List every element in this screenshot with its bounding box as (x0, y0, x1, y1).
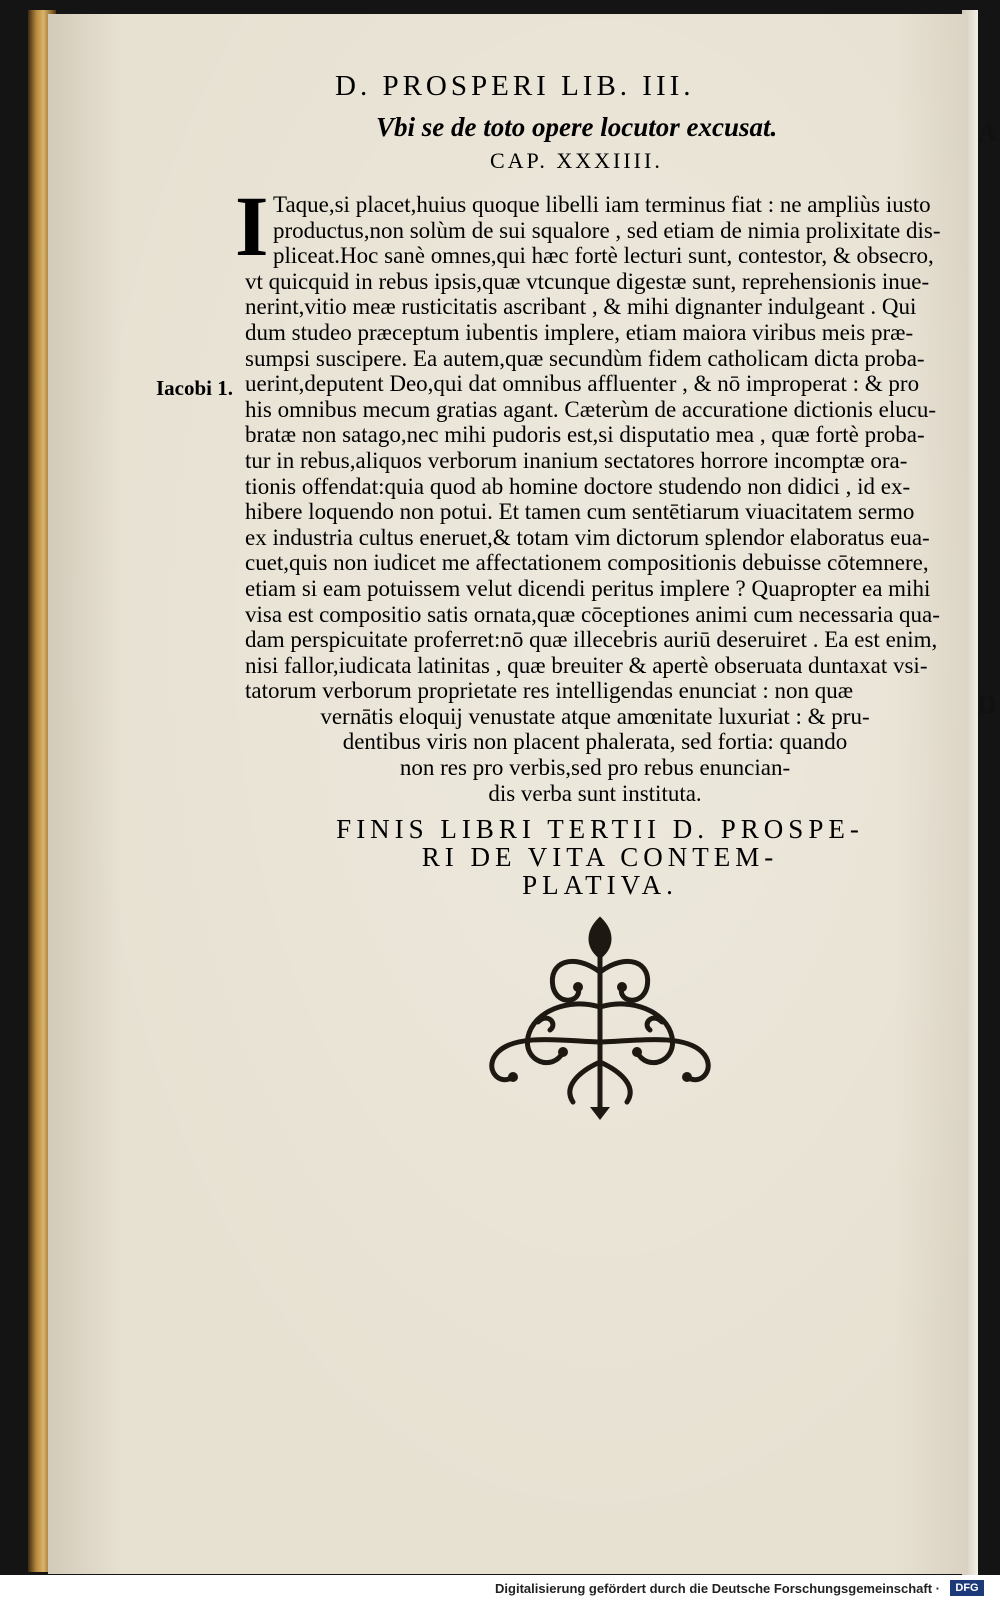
floral-ornament-icon (478, 912, 723, 1122)
body-line: nisi fallor,iudicata latinitas , quæ breuiter & apertè obseruata duntaxat vsi- (245, 652, 928, 678)
body-line: visa est compositio satis ornata,quæ cōceptiones animi cum necessaria qua- (245, 601, 940, 627)
body-line: ex industria cultus eneruet,& totam vim dictorum splendor elaboratus eua- (245, 524, 930, 550)
footer-credit: Digitalisierung gefördert durch die Deutsche Forschungsgemeinschaft · (495, 1581, 940, 1596)
body-line: his omnibus mecum gratias agant. Cæterùm de accuratione dictionis elucu- (245, 396, 937, 422)
body-line: productus,non solùm de sui squalore , sed etiam de nimia prolixitate dis- (273, 217, 941, 243)
colophon-line: FINIS LIBRI TERTII D. PROSPE- (336, 814, 864, 844)
colophon-line: PLATIVA. (522, 870, 678, 900)
chapter-number: CAP. XXXIIII. (490, 148, 663, 173)
body-line: dam perspicuitate proferret:nō quæ illecebris auriū deseruiret . Ea est enim, (245, 627, 938, 653)
margin-note: Iacobi 1. (156, 376, 234, 400)
dfg-logo: DFG (950, 1580, 984, 1596)
body-line: tatorum verborum proprietate res intelligendas enunciat : non quæ (245, 678, 854, 704)
drop-cap: I (235, 178, 269, 274)
running-header: D. PROSPERI LIB. III. (335, 70, 695, 102)
body-line: bratæ non satago,nec mihi pudoris est,si disputatio mea , quæ fortè proba- (245, 422, 925, 448)
body-line: tionis offendat:quia quod ab homine doctore studendo non didici , id ex- (245, 473, 911, 499)
body-line: hibere loquendo non potui. Et tamen cum sentētiarum viuacitatem sermo (245, 499, 915, 525)
chapter-subtitle: Vbi se de toto opere locutor excusat. (376, 112, 778, 142)
next-page-edge-letter-top: A (978, 118, 997, 147)
body-line: sumpsi suscipere. Ea autem,quæ secundùm fidem catholicam dicta proba- (245, 345, 925, 371)
body-line: vt quicquid in rebus ipsis,quæ vtcunque digestæ sunt, reprehensionis inue- (245, 268, 930, 294)
colophon-line: RI DE VITA CONTEM- (421, 842, 779, 872)
body-line: pliceat.Hoc sanè omnes,qui hæc fortè lecturi sunt, contestor, & obsecro, (273, 243, 934, 269)
body-line: dum studeo præceptum iubentis implere, etiam maiora viribus meis præ- (245, 319, 914, 345)
body-line: uerint,deputent Deo,qui dat omnibus affluenter , & nō improperat : & pro (245, 371, 920, 397)
body-line: non res pro verbis,sed pro rebus enuncian- (399, 755, 791, 781)
next-page-edge-letter-bottom: D (978, 690, 997, 719)
body-line: dentibus viris non placent phalerata, sed fortia: quando (342, 729, 848, 755)
body-line: dis verba sunt instituta. (488, 780, 702, 806)
body-line: etiam si eam potuissem velut dicendi peritus implere ? Quapropter ea mihi (245, 575, 931, 601)
body-line: nerint,vitio meæ rusticitatis ascribant , & mihi dignanter indulgeant . Qui (245, 294, 917, 320)
body-line: cuet,quis non iudicet me affectationem compositionis debuisse cōtemnere, (245, 550, 929, 576)
digitization-footer (0, 1575, 1000, 1603)
body-text (235, 178, 975, 806)
body-line: tur in rebus,aliquos verborum inanium sectatores horrore incomptæ ora- (245, 447, 908, 473)
body-line: vernātis eloquij venustate atque amœnitate luxuriat : & pru- (320, 703, 870, 729)
body-line: Taque,si placet,huius quoque libelli iam terminus fiat : ne ampliùs iusto (273, 192, 931, 217)
colophon (300, 815, 900, 899)
